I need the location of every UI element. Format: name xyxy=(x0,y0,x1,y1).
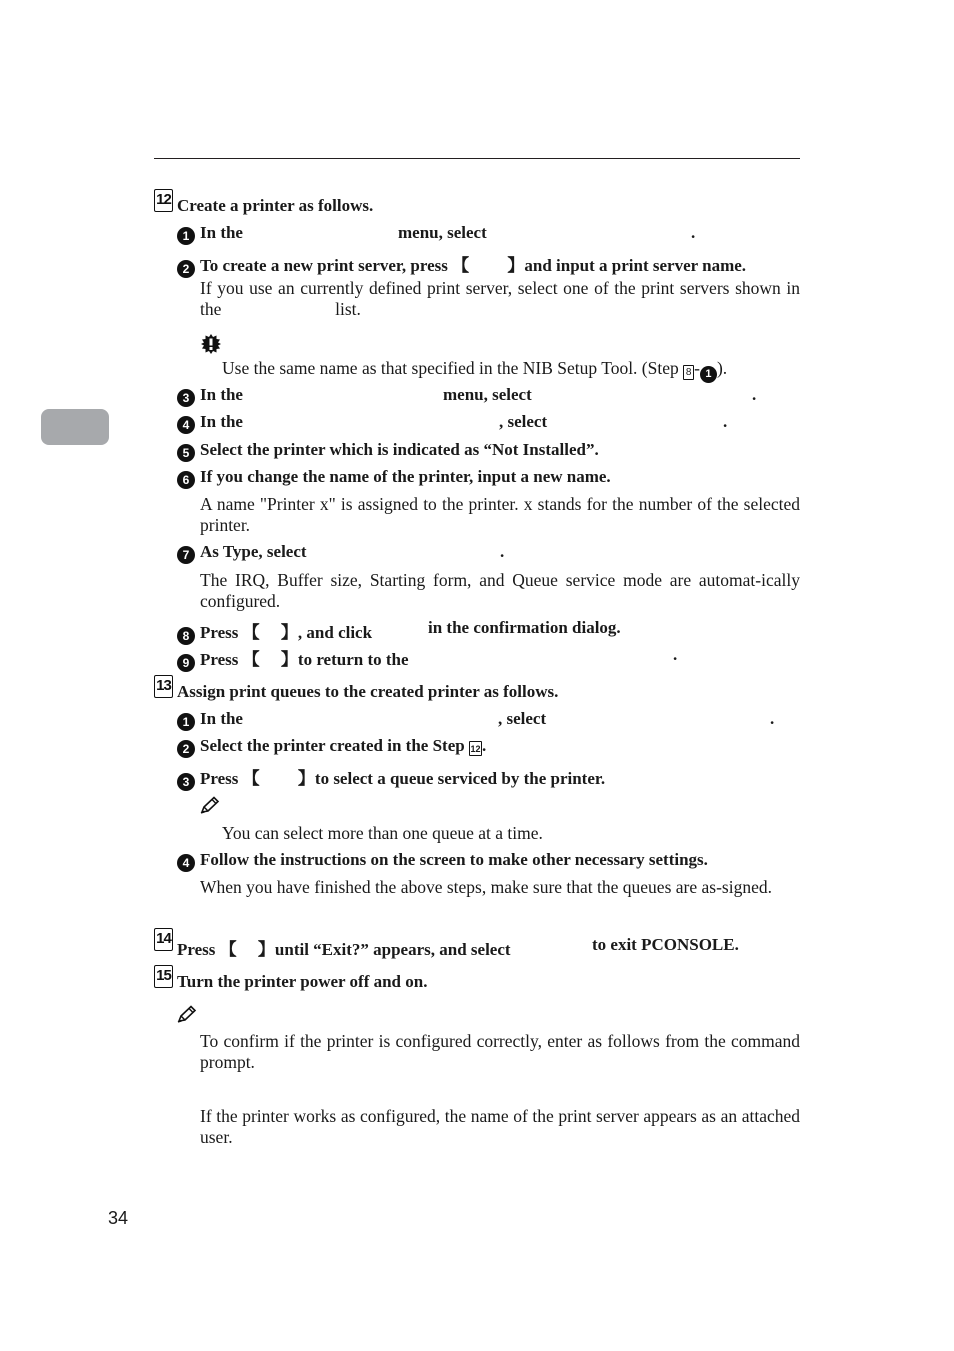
step-12-7: 7 As Type, select xyxy=(177,542,307,564)
step-12-7-end: . xyxy=(500,542,505,561)
substep-marker: 1 xyxy=(177,713,195,731)
step-12-4: 4 In the xyxy=(177,412,243,434)
step-12-3-text: menu, select xyxy=(443,385,532,404)
step-12-5: 5 Select the printer which is indicated as “Not Installed”. xyxy=(177,440,599,462)
page-number: 34 xyxy=(108,1208,129,1228)
step-12-marker: 12 xyxy=(154,189,173,212)
step-13-4: 4 Follow the instructions on the screen to make other necessary settings. xyxy=(177,850,708,872)
step-12-4-text: , select xyxy=(499,412,548,431)
substep-marker: 1 xyxy=(177,227,195,245)
substep-marker: 6 xyxy=(177,471,195,489)
step-13-1: 1 In the xyxy=(177,709,243,731)
step-12-3-end: . xyxy=(752,385,757,404)
note-text: To confirm if the printer is configured correctly, enter as follows from the command prompt. xyxy=(200,1031,800,1072)
step-12-6: 6 If you change the name of the printer, input a new name. xyxy=(177,467,611,489)
substep-marker: 3 xyxy=(177,389,195,407)
header-rule xyxy=(154,158,800,159)
step-12-3: 3 In the xyxy=(177,385,243,407)
step-ref: 12 xyxy=(469,741,482,756)
step-12-6-body: A name "Printer x" is assigned to the printer. x stands for the number of the selected printer. xyxy=(200,494,800,535)
substep-marker: 9 xyxy=(177,654,195,672)
step-13-3: 3 Press 【 】to select a queue serviced by the printer. xyxy=(177,764,605,791)
step-13-title: Assign print queues to the created printer as follows. xyxy=(177,682,559,701)
substep-marker: 7 xyxy=(177,546,195,564)
note-icon xyxy=(200,796,220,814)
step-13-marker: 13 xyxy=(154,675,173,698)
substep-marker: 5 xyxy=(177,444,195,462)
substep-marker: 2 xyxy=(177,740,195,758)
note-icon xyxy=(177,1005,197,1023)
step-12-9-end: . xyxy=(673,645,678,664)
step-15-title: Turn the printer power off and on. xyxy=(177,972,428,991)
step-ref: 8 xyxy=(683,365,694,380)
step-13-1-text: , select xyxy=(498,709,547,728)
step-12-8-end: in the confirmation dialog. xyxy=(428,618,621,637)
step-12-8: 8 Press 【 】, and click xyxy=(177,618,372,645)
substep-marker: 4 xyxy=(177,416,195,434)
step-12-1-end: . xyxy=(691,223,696,242)
step-12-1-text: menu, select xyxy=(398,223,487,242)
step-14-marker: 14 xyxy=(154,928,173,951)
step-15-marker: 15 xyxy=(154,965,173,988)
step-13-2: 2 Select the printer created in the Step 12. xyxy=(177,736,486,758)
important-icon xyxy=(200,333,222,355)
step-12-7-body: The IRQ, Buffer size, Starting form, and Queue service mode are automat-ically configured. xyxy=(200,570,800,611)
step-12-9: 9 Press 【 】to return to the xyxy=(177,645,409,672)
substep-marker: 8 xyxy=(177,627,195,645)
note-text: If the printer works as configured, the name of the print server appears as an attached user. xyxy=(200,1106,800,1147)
step-14-end: to exit PCONSOLE. xyxy=(592,935,739,954)
step-12-2: 2 To create a new print server, press 【 】and input a print server name. xyxy=(177,251,746,278)
step-14-text: Press 【 】until “Exit?” appears, and select xyxy=(177,940,511,959)
note-text: You can select more than one queue at a time. xyxy=(222,823,543,843)
substep-ref: 1 xyxy=(700,366,717,383)
important-text: Use the same name as that specified in the NIB Setup Tool. (Step 8 - 1 ). xyxy=(222,358,822,383)
chapter-tab xyxy=(41,409,109,445)
step-12-4-end: . xyxy=(723,412,728,431)
step-13-1-end: . xyxy=(770,709,775,728)
substep-marker: 3 xyxy=(177,773,195,791)
step-12-title: Create a printer as follows. xyxy=(177,196,374,215)
step-12-1: 1 In the xyxy=(177,223,243,245)
substep-marker: 2 xyxy=(177,260,195,278)
step-13-4-body: When you have finished the above steps, make sure that the queues are as-signed. xyxy=(200,877,772,897)
substep-marker: 4 xyxy=(177,854,195,872)
step-12-2-body: If you use an currently defined print server, select one of the print servers shown in the list. xyxy=(200,278,800,319)
